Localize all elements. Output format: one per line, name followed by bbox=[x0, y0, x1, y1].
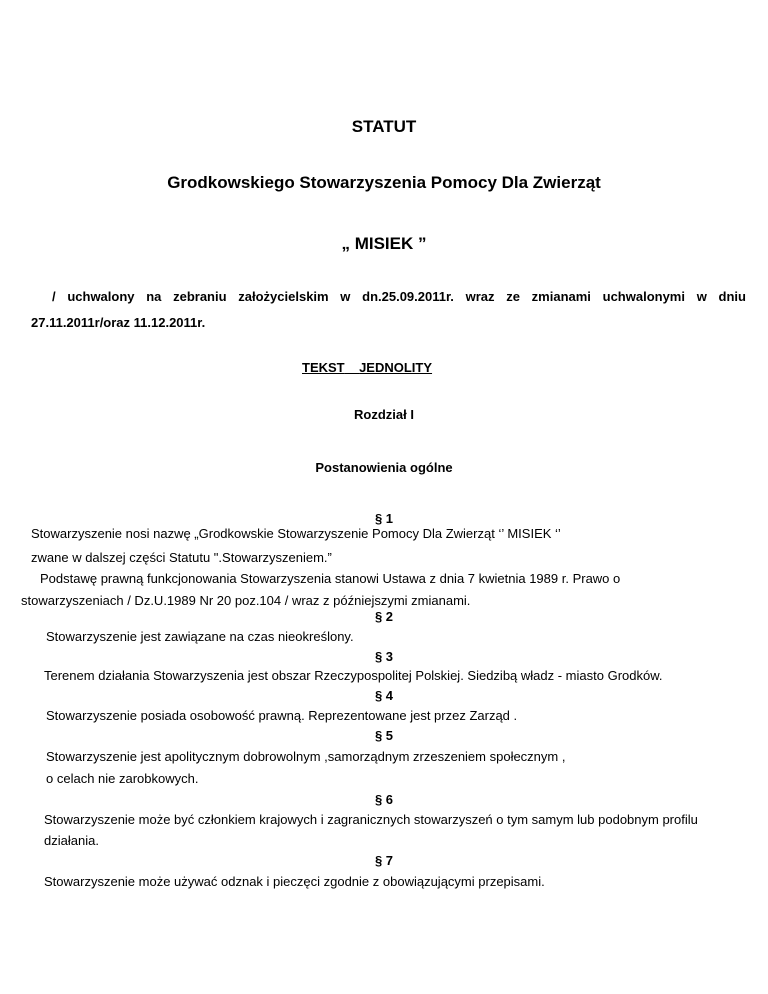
adoption-word: / bbox=[52, 289, 56, 304]
adoption-word: na bbox=[146, 289, 162, 304]
section-2-line: Stowarzyszenie jest zawiązane na czas nieokreślony. bbox=[46, 629, 354, 644]
association-nickname: „ MISIEK ” bbox=[341, 234, 427, 253]
adoption-note-line-2: 27.11.2011r/oraz 11.12.2011r. bbox=[31, 315, 206, 330]
adoption-word: dniu bbox=[718, 289, 746, 304]
adoption-word: ze bbox=[506, 289, 520, 304]
section-mark-6: § 6 bbox=[374, 792, 394, 807]
adoption-word: zmianami bbox=[531, 289, 591, 304]
section-mark-4: § 4 bbox=[374, 688, 394, 703]
adoption-word: dn.25.09.2011r. bbox=[362, 289, 454, 304]
adoption-word: wraz bbox=[465, 289, 495, 304]
section-6-line: działania. bbox=[44, 833, 99, 848]
adoption-word: w bbox=[340, 289, 351, 304]
section-1-line: Stowarzyszenie nosi nazwę „Grodkowskie Stowarzyszenie Pomocy Dla Zwierząt ‘’ MISIEK ‘’ bbox=[31, 526, 561, 541]
adoption-word: uchwalonymi bbox=[602, 289, 685, 304]
section-1-line: stowarzyszeniach / Dz.U.1989 Nr 20 poz.104 / wraz z późniejszymi zmianami. bbox=[21, 593, 471, 608]
section-1-line: zwane w dalszej części Statutu ".Stowarzyszeniem.” bbox=[31, 550, 332, 565]
adoption-word: uchwalony bbox=[67, 289, 135, 304]
section-3-line: Terenem działania Stowarzyszenia jest obszar Rzeczypospolitej Polskiej. Siedzibą władz - miasto Grodków. bbox=[44, 668, 663, 683]
section-5-line: o celach nie zarobkowych. bbox=[46, 771, 199, 786]
adoption-word: założycielskim bbox=[238, 289, 329, 304]
section-4-line: Stowarzyszenie posiada osobowość prawną. Reprezentowane jest przez Zarząd . bbox=[46, 708, 518, 723]
adoption-word: zebraniu bbox=[173, 289, 227, 304]
chapter-title: Postanowienia ogólne bbox=[315, 460, 453, 475]
section-6-line: Stowarzyszenie może być członkiem krajowych i zagranicznych stowarzyszeń o tym samym lub podobnym profilu bbox=[44, 812, 698, 827]
section-mark-1: § 1 bbox=[374, 511, 394, 526]
section-5-line: Stowarzyszenie jest apolitycznym dobrowolnym ,samorządnym zrzeszeniem społecznym , bbox=[46, 749, 566, 764]
consolidated-word-1: TEKST bbox=[302, 360, 345, 375]
adoption-word: w bbox=[696, 289, 707, 304]
section-mark-5: § 5 bbox=[374, 728, 394, 743]
chapter-number: Rozdział I bbox=[354, 407, 414, 422]
section-1-line: Podstawę prawną funkcjonowania Stowarzyszenia stanowi Ustawa z dnia 7 kwietnia 1989 r. Prawo o bbox=[40, 571, 621, 586]
document-heading: STATUT bbox=[351, 117, 417, 136]
consolidated-text-label bbox=[302, 360, 432, 375]
section-mark-2: § 2 bbox=[374, 609, 394, 624]
section-mark-7: § 7 bbox=[374, 853, 394, 868]
adoption-note-line-1 bbox=[52, 289, 746, 304]
association-name: Grodkowskiego Stowarzyszenia Pomocy Dla Zwierząt bbox=[167, 173, 601, 192]
consolidated-word-2: JEDNOLITY bbox=[359, 360, 433, 375]
section-7-line: Stowarzyszenie może używać odznak i pieczęci zgodnie z obowiązującymi przepisami. bbox=[44, 874, 545, 889]
section-mark-3: § 3 bbox=[374, 649, 394, 664]
